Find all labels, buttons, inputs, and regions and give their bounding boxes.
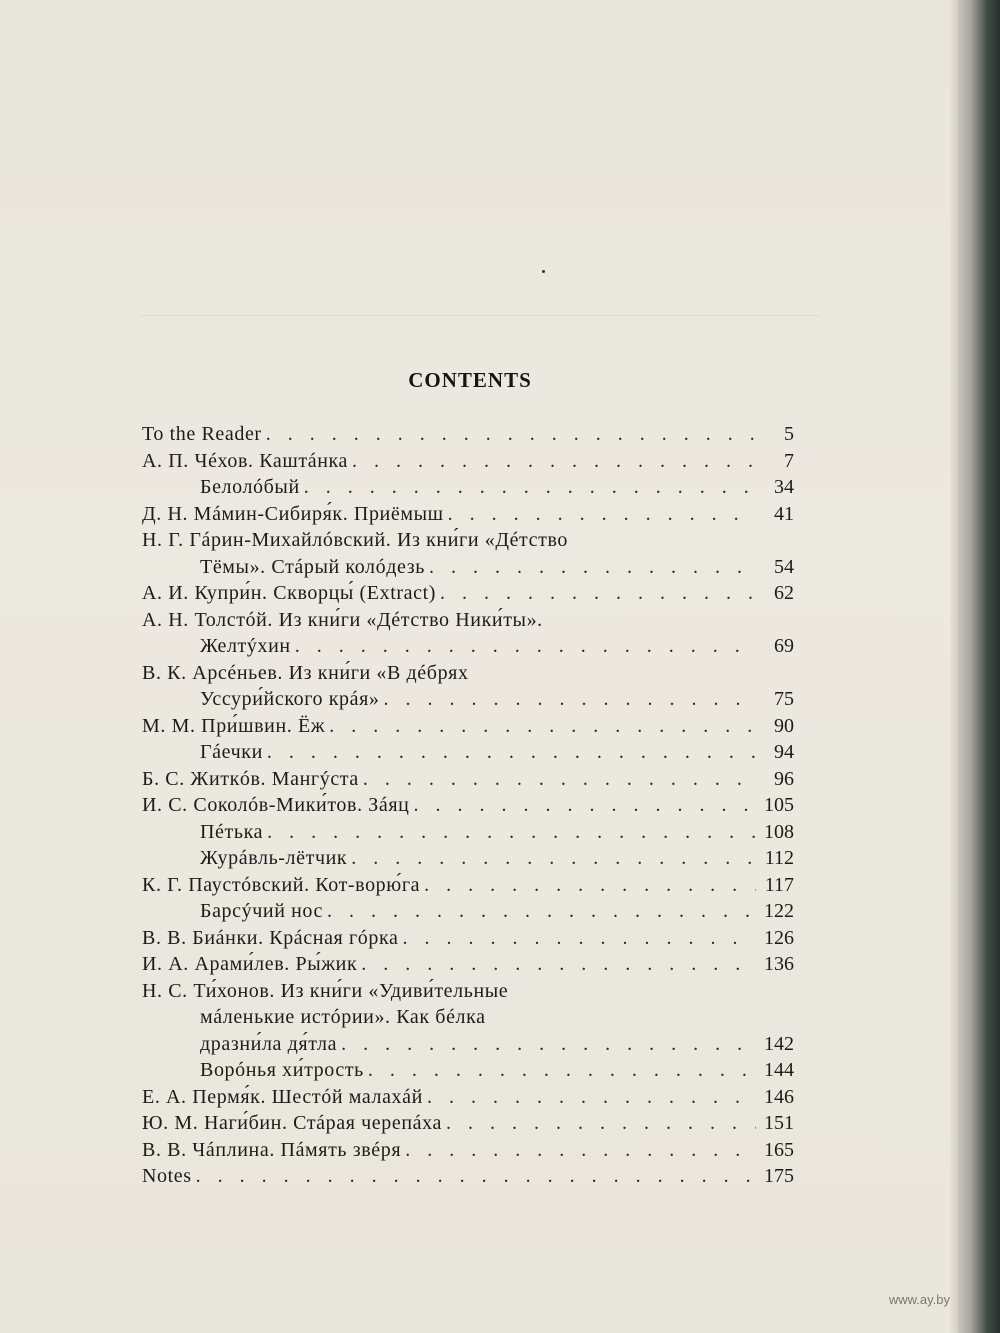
toc-page-number: 7 [784,449,794,472]
toc-page-number: 69 [774,635,794,657]
table-of-contents [142,421,794,1190]
toc-entry-title: Тёмы». Стáрый колóдезь [200,555,425,578]
toc-entry-title: To the Reader [142,423,262,445]
ink-speck [542,270,545,273]
toc-entry [142,739,794,766]
leader-dots [402,925,756,952]
toc-entry [142,686,794,713]
toc-page-number: 112 [764,847,794,869]
toc-entry-title: Журáвль-лётчик [200,847,348,869]
leader-dots [440,580,756,607]
toc-page-number: 105 [764,794,794,816]
bleed-through-text [250,120,810,228]
toc-page-number: 175 [764,1165,794,1187]
toc-entry [142,1031,794,1058]
leader-dots [351,845,756,872]
contents-heading: CONTENTS [408,368,532,392]
toc-entry [142,660,794,687]
toc-page-number: 165 [764,1138,794,1161]
toc-entry [142,792,794,819]
toc-entry-title: Е. А. Пермя́к. Шестóй малахáй [142,1085,423,1108]
toc-entry [142,474,794,501]
toc-page-number: 75 [774,688,794,710]
toc-entry-title: Ворóнья хи́трость [200,1059,364,1081]
leader-dots [266,421,756,448]
leader-dots [363,766,756,793]
toc-entry [142,554,794,581]
toc-entry-title: В. В. Биáнки. Крáсная гóрка [142,926,399,949]
toc-entry [142,607,794,634]
toc-entry-title: И. С. Соколóв-Мики́тов. Зáяц [142,794,410,816]
leader-dots [267,739,756,766]
toc-page-number: 90 [774,714,794,737]
toc-page-number: 41 [774,502,794,525]
toc-entry [142,1137,794,1164]
toc-entry [142,898,794,925]
toc-page-number: 146 [764,1085,794,1108]
toc-page-number: 108 [764,820,794,843]
toc-entry-title: М. М. При́швин. Ёж [142,714,326,737]
toc-entry [142,527,794,554]
toc-entry-title: А. П. Чéхов. Каштáнка [142,449,349,472]
page-edge-shadow [950,0,958,1333]
leader-dots [304,474,756,501]
toc-entry-title: Гáечки [200,741,263,763]
toc-page-number: 122 [764,900,794,922]
toc-entry [142,1084,794,1111]
toc-entry [142,1110,794,1137]
book-cover-edge [958,0,1000,1333]
toc-entry-title: Пéтька [200,820,264,843]
toc-entry [142,1057,794,1084]
leader-dots [427,1084,756,1111]
toc-entry-title: Н. Г. Гáрин-Михайлóвский. Из кни́ги «Дéтство [142,529,568,551]
toc-entry-title: К. Г. Паустóвский. Кот-ворю́га [142,873,421,896]
leader-dots [267,819,756,846]
toc-entry-title: И. А. Арами́лев. Ры́жик [142,953,358,975]
toc-entry-title: Ю. М. Наги́бин. Стáрая черепáха [142,1112,442,1134]
toc-entry [142,633,794,660]
toc-page-number: 144 [764,1059,794,1081]
leader-dots [295,633,756,660]
toc-page-number: 5 [784,423,794,445]
toc-entry-title: В. К. Арсéньев. Из кни́ги «В дéбрях [142,661,469,684]
leader-dots [413,792,756,819]
toc-entry-title: В. В. Чáплина. Пáмять звéря [142,1138,402,1161]
toc-page-number: 94 [774,741,794,763]
toc-page-number: 151 [764,1112,794,1134]
leader-dots [429,554,756,581]
toc-entry-title: Уссури́йского крáя» [200,688,380,710]
leader-dots [341,1031,756,1058]
toc-entry-title: дразни́ла дя́тла [200,1032,338,1055]
toc-page-number: 126 [764,926,794,949]
leader-dots [384,686,756,713]
toc-entry-title: Желтýхин [200,635,291,657]
toc-entry [142,448,794,475]
toc-entry [142,925,794,952]
toc-entry-title: мáленькие истóрии». Как бéлка [200,1006,486,1028]
leader-dots [352,448,756,475]
leader-dots [329,713,756,740]
toc-page-number: 96 [774,767,794,790]
toc-entry [142,819,794,846]
toc-page-number: 62 [774,582,794,604]
leader-dots [368,1057,756,1084]
toc-entry-title: Барсýчий нос [200,900,323,922]
toc-entry [142,421,794,448]
toc-entry-title: Notes [142,1165,192,1187]
toc-entry [142,501,794,528]
toc-entry [142,766,794,793]
toc-page-number: 117 [764,873,794,896]
toc-entry-title: А. Н. Толстóй. Из кни́ги «Дéтство Ники́ты». [142,608,543,631]
toc-page-number: 142 [764,1032,794,1055]
leader-dots [361,951,756,978]
toc-page-number: 34 [774,476,794,498]
watermark-text: www.ay.by [888,1292,950,1307]
leader-dots [327,898,756,925]
toc-entry [142,713,794,740]
leader-dots [448,501,756,528]
toc-entry [142,1004,794,1031]
toc-entry [142,845,794,872]
toc-entry-title: Н. С. Ти́хонов. Из кни́ги «Удиви́тельные [142,979,509,1002]
leader-dots [424,872,756,899]
leader-dots [446,1110,756,1137]
toc-entry [142,580,794,607]
leader-dots [196,1163,756,1190]
toc-entry [142,1163,794,1190]
toc-entry-title: Белолóбый [200,476,300,498]
toc-entry-title: А. И. Купри́н. Скворцы́ (Extract) [142,582,437,604]
leader-dots [405,1137,756,1164]
toc-entry [142,872,794,899]
toc-entry [142,978,794,1005]
toc-entry-title: Б. С. Житкóв. Мангýста [142,767,359,790]
toc-entry [142,951,794,978]
toc-page-number: 136 [764,953,794,975]
toc-entry-title: Д. Н. Мáмин-Сибиря́к. Приёмыш [142,502,444,525]
toc-page-number: 54 [774,555,794,578]
